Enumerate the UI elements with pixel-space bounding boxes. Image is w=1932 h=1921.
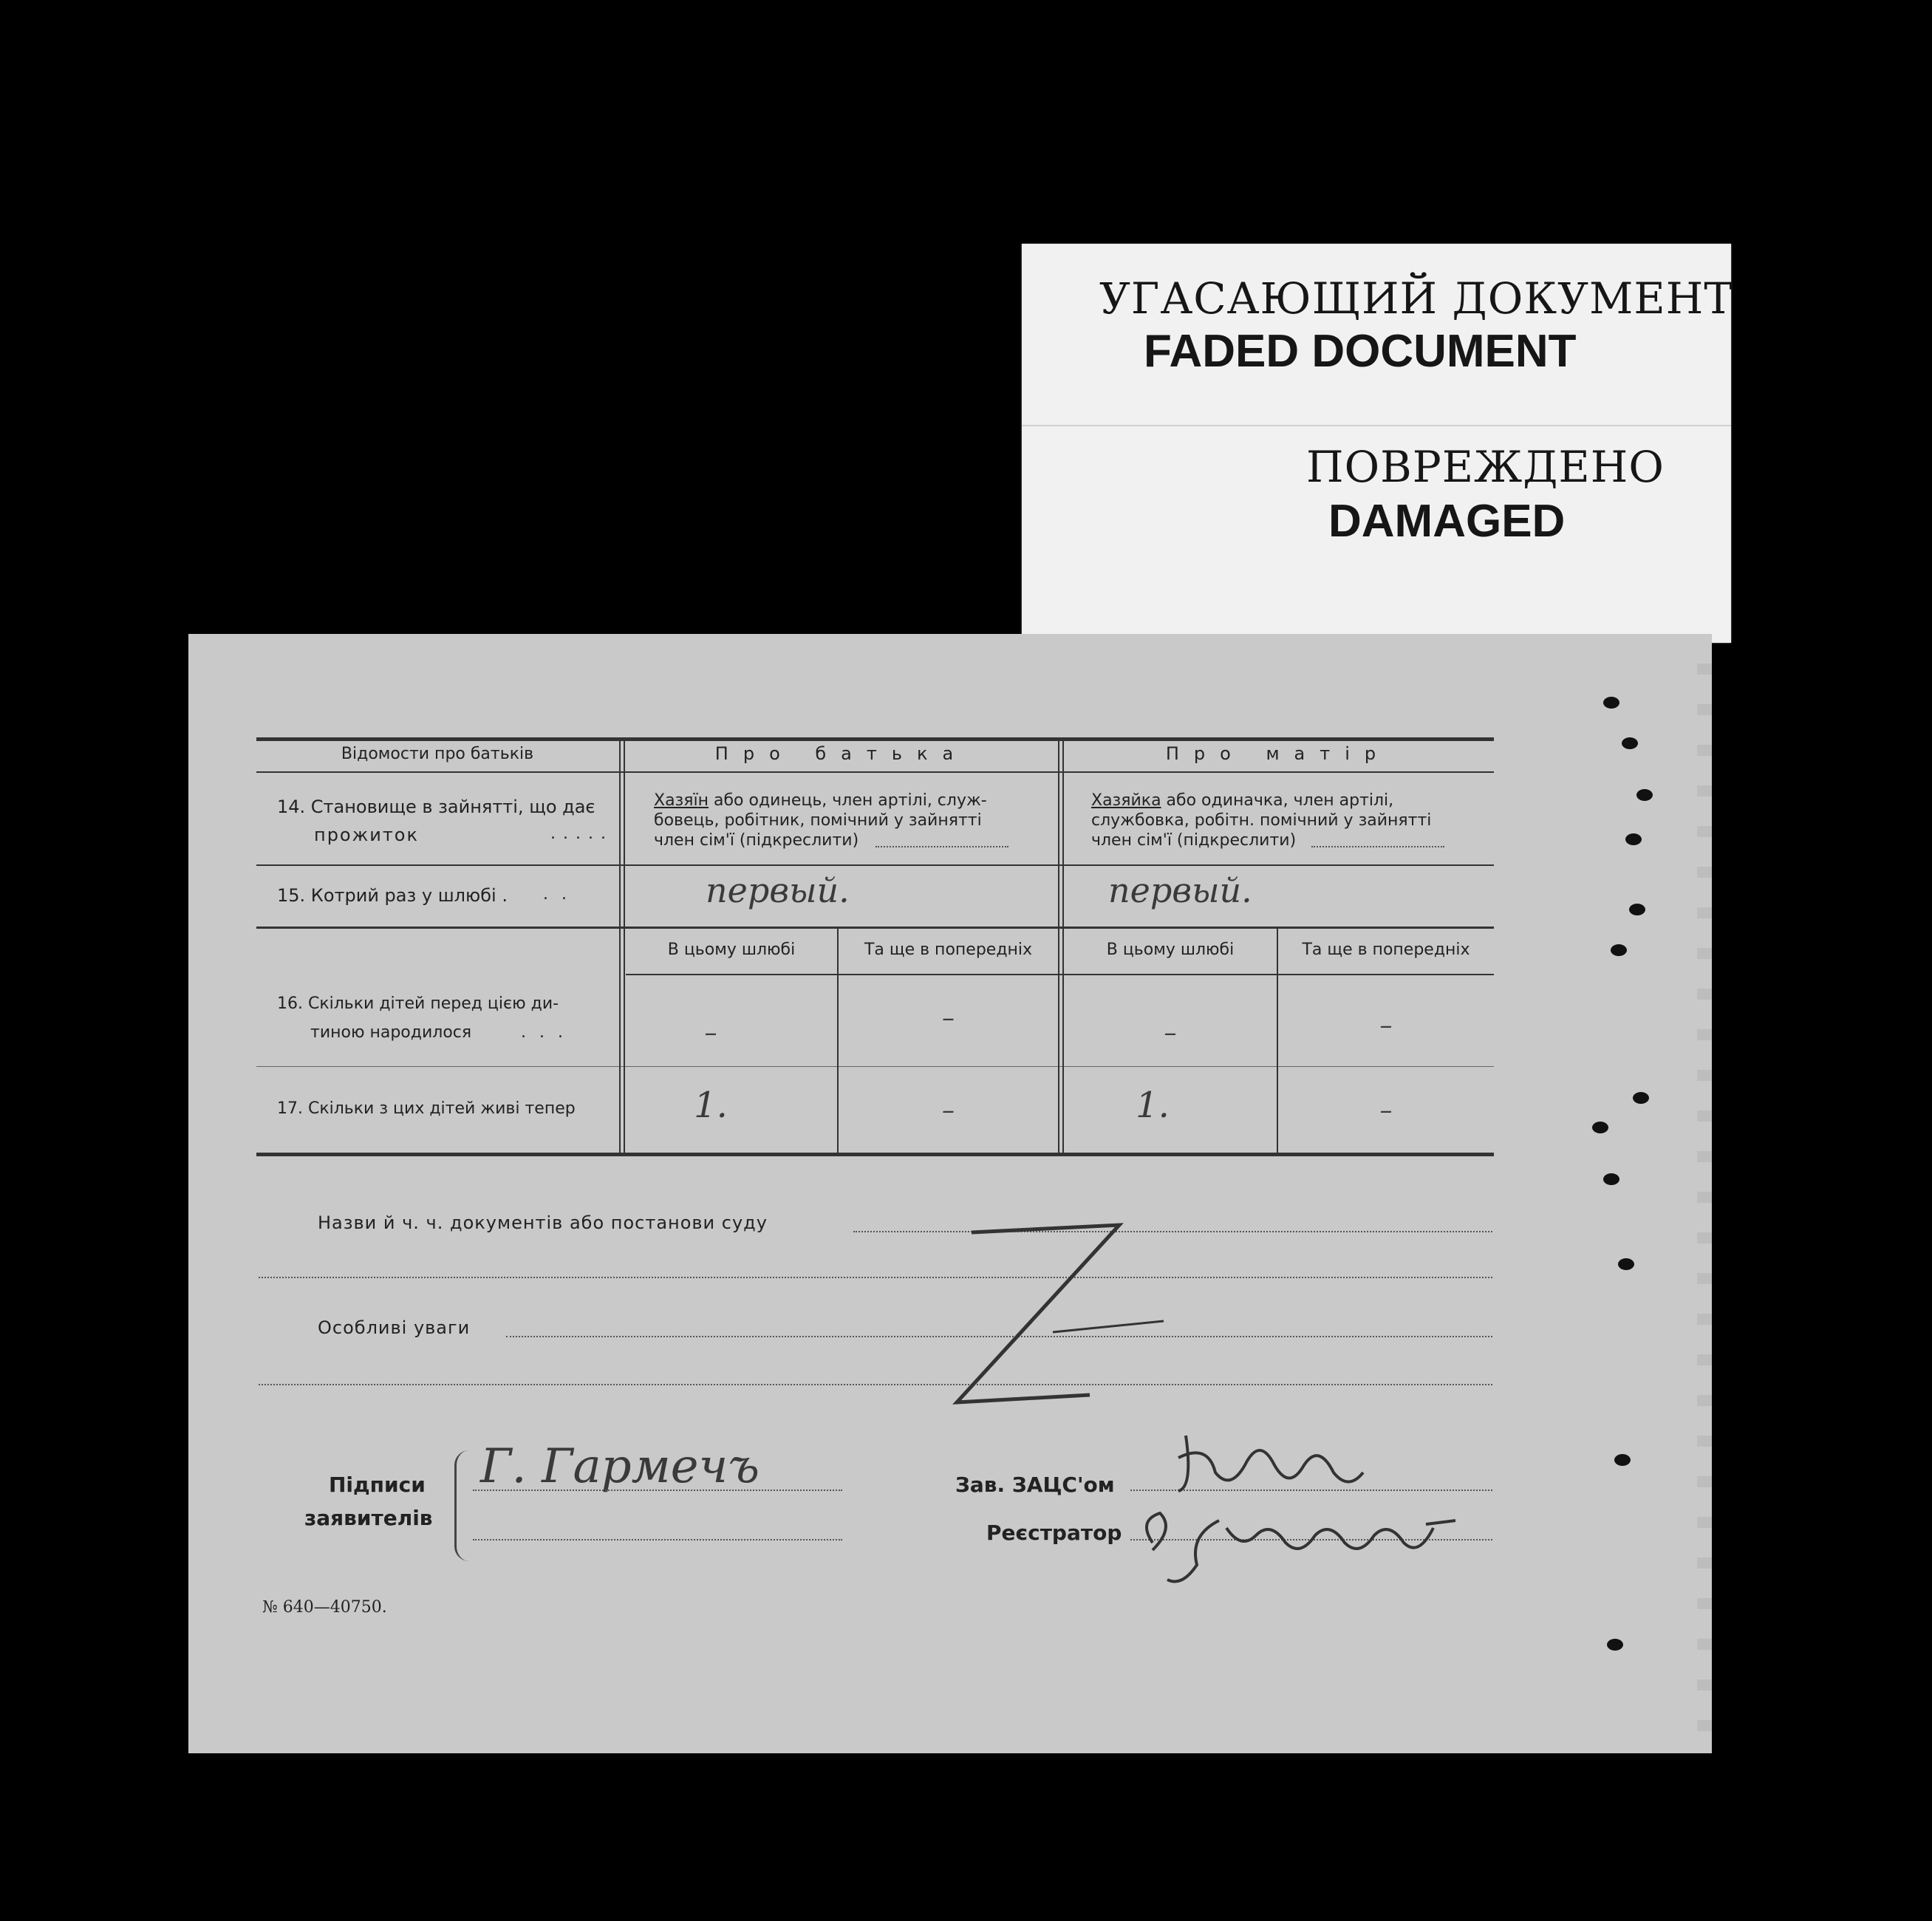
punch-hole	[1611, 944, 1627, 956]
row14-father-line3: член сім'ї (підкреслити)	[654, 831, 859, 850]
row14-mother-rest: або одиначка, член артілі,	[1161, 791, 1394, 810]
punch-hole	[1625, 833, 1642, 845]
row17-mother-prev: –	[1379, 1096, 1393, 1125]
subheader-bottom-rule	[626, 974, 1494, 975]
documents-dotline-2	[259, 1277, 1492, 1278]
subheader-father-previous: Та ще в попередніх	[864, 941, 1033, 959]
z-cancel-mark	[942, 1218, 1208, 1424]
head-zags-signature	[1164, 1421, 1385, 1502]
label-faded-en: FADED DOCUMENT	[1144, 326, 1577, 377]
signatures-label-cont: заявителів	[304, 1506, 433, 1530]
applicant-dotline-1	[473, 1490, 842, 1491]
registrar-signature	[1130, 1491, 1478, 1594]
row15-label: 15. Котрий раз у шлюбі .	[277, 885, 508, 906]
row14-label: 14. Становище в зайнятті, що дає	[277, 796, 595, 817]
label-faded-ru: УГАСАЮЩИЙ ДОКУМЕНТ	[1099, 273, 1734, 324]
punch-hole	[1603, 697, 1619, 709]
row17-father-this: 1.	[694, 1085, 728, 1126]
subheader-father-this-marriage: В цьому шлюбі	[667, 941, 796, 959]
row16-mother-prev: –	[1379, 1011, 1393, 1040]
row14-father-owner: Хазяїн	[654, 791, 709, 810]
header-mother: Про матір	[1165, 743, 1391, 764]
row14-dot-leader: .....	[550, 825, 613, 843]
label-damaged-ru: ПОВРЕЖДЕНО	[1306, 442, 1665, 492]
row14-mother-dotline	[1311, 846, 1444, 847]
signatures-label: Підписи	[329, 1473, 426, 1497]
row16-mother-this: –	[1164, 1018, 1177, 1048]
punch-hole	[1629, 904, 1645, 915]
row14-father-line1	[654, 791, 987, 810]
row17-mother-this: 1.	[1136, 1085, 1170, 1126]
applicant-dotline-2	[473, 1539, 842, 1540]
row15-dot-leader: ..	[543, 885, 580, 904]
row17-father-prev: –	[942, 1096, 955, 1125]
punch-hole	[1592, 1122, 1608, 1133]
subheader-mother-previous: Та ще в попередніх	[1302, 941, 1470, 959]
print-number: № 640—40750.	[262, 1598, 387, 1617]
row16-label-cont: тиною народилося	[310, 1023, 472, 1042]
table-top-rule	[256, 737, 1494, 741]
row16-father-prev: –	[942, 1003, 955, 1033]
documents-label: Назви й ч. ч. документів або постанови суду	[318, 1212, 768, 1233]
archive-label-card	[1022, 244, 1734, 643]
punch-hole	[1614, 1454, 1631, 1466]
row16-dot-leader: ...	[521, 1023, 576, 1042]
col-divider-1	[619, 737, 621, 1156]
remarks-dotline-2	[259, 1384, 1492, 1385]
signatures-brace	[454, 1450, 479, 1561]
row14-label-cont: прожиток	[314, 825, 419, 845]
row14-bottom-rule	[256, 864, 1494, 866]
punch-hole	[1607, 1639, 1623, 1651]
table-bottom-rule	[256, 1153, 1494, 1156]
row16-father-this: –	[704, 1018, 717, 1048]
row14-mother-line2: службовка, робітн. помічний у зайнятті	[1091, 811, 1432, 830]
header-parents-info: Відомости про батьків	[341, 745, 534, 763]
remarks-label: Особливі уваги	[318, 1317, 471, 1338]
col-divider-2	[1058, 737, 1059, 1156]
subheader-mother-this-marriage: В цьому шлюбі	[1106, 941, 1235, 959]
col-divider-1b	[624, 737, 625, 1156]
label-damaged-en: DAMAGED	[1328, 496, 1566, 547]
head-zags-label: Зав. ЗАЦС'ом	[955, 1473, 1115, 1497]
punch-hole	[1603, 1173, 1619, 1185]
row15-mother-handwritten: первый.	[1108, 870, 1252, 910]
row14-mother-line1	[1091, 791, 1393, 810]
row15-bottom-rule	[256, 927, 1494, 929]
row14-mother-line3: член сім'ї (підкреслити)	[1091, 831, 1297, 850]
row14-father-line2: бовець, робітник, помічний у зайнятті	[654, 811, 982, 830]
header-bottom-rule	[256, 771, 1494, 773]
label-fold-line	[1022, 425, 1731, 426]
form-sheet	[188, 634, 1703, 1753]
row14-father-dotline	[875, 846, 1008, 847]
punch-hole	[1633, 1092, 1649, 1104]
row14-mother-owner: Хазяйка	[1091, 791, 1161, 810]
punch-hole	[1618, 1258, 1634, 1270]
punch-hole	[1622, 737, 1638, 749]
applicant-signature: Г. Гармечъ	[480, 1439, 760, 1494]
row16-label: 16. Скільки дітей перед цією ди-	[277, 994, 559, 1013]
row15-father-handwritten: первый.	[706, 870, 850, 910]
punch-hole	[1636, 789, 1653, 801]
registrar-label: Реєстратор	[986, 1521, 1122, 1545]
header-father: Про батька	[714, 743, 969, 764]
row17-label: 17. Скільки з цих дітей живі тепер	[277, 1099, 576, 1118]
row14-father-rest: або одинець, член артілі, служ-	[708, 791, 987, 810]
row16-bottom-rule	[256, 1066, 1494, 1067]
